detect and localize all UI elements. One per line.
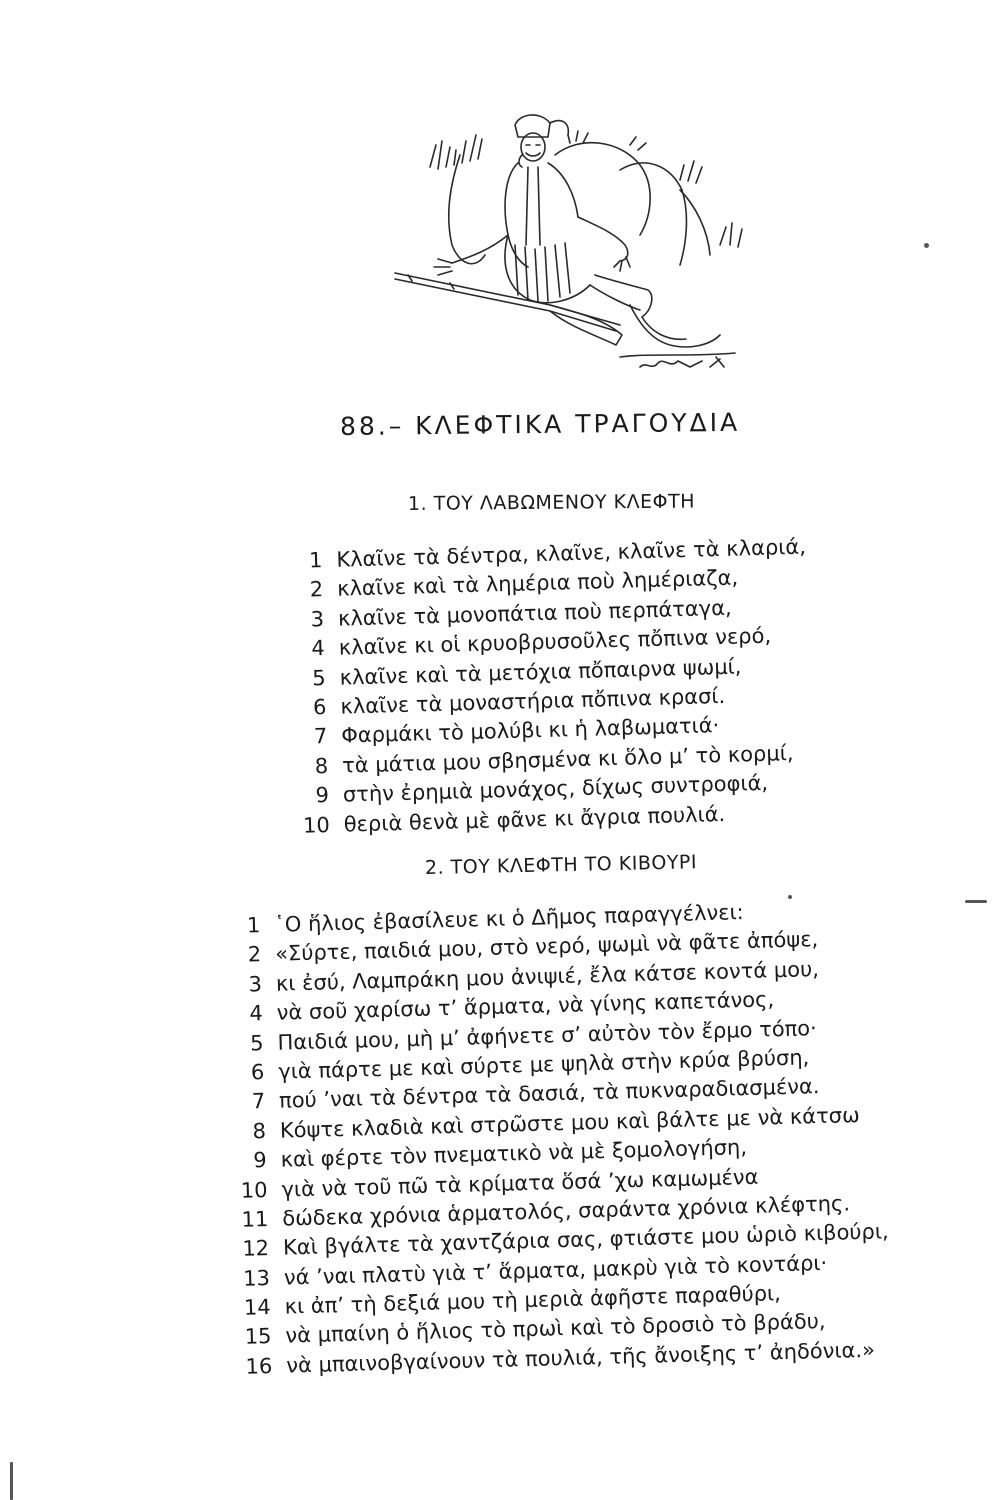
- line-number: 2: [309, 577, 324, 602]
- verse-text: νὰ σοῦ χαρίσω τ’ ἅρματα, νὰ γίνης καπετάνος,: [276, 987, 775, 1025]
- line-number: 9: [253, 1148, 268, 1173]
- line-number: 8: [252, 1118, 267, 1144]
- poem-1-verses: [290, 533, 814, 841]
- line-number: 6: [250, 1060, 265, 1085]
- verse-text: «Σύρτε, παιδιά μου, στὸ νερό, ψωμὶ νὰ φᾶτε ἀπόψε,: [274, 927, 819, 967]
- section-1-title: 1. ΤΟΥ ΛΑΒΩΜΕΝΟΥ ΚΛΕΦΤΗ: [407, 490, 696, 515]
- verse-text: κλαῖνε τὰ μονοπάτια ποὺ περπάταγα,: [337, 595, 732, 631]
- line-number: 6: [312, 695, 327, 720]
- verse-text: νὰ μπαινοβγαίνουν τὰ πουλιά, τῆς ἄνοιξης τ’ ἀηδόνια.»: [285, 1337, 876, 1378]
- poem-2-verses: [228, 894, 892, 1382]
- line-number: 11: [241, 1206, 269, 1232]
- line-number: 15: [244, 1324, 272, 1350]
- verse-text: Κλαῖνε τὰ δέντρα, κλαῖνε, κλαῖνε τὰ κλαριά,: [336, 534, 807, 572]
- line-number: 3: [310, 606, 325, 632]
- verse-text: ῾Ο ἥλιος ἐβασίλευε κι ὁ Δῆμος παραγγέλνει:: [274, 900, 745, 937]
- line-number: 10: [302, 812, 331, 838]
- line-number: 5: [311, 665, 326, 690]
- line-number: 4: [249, 1001, 264, 1026]
- line-number: 7: [313, 724, 328, 749]
- scan-speck: [10, 1462, 13, 1500]
- verse-text: κι ἀπ’ τὴ δεξιά μου τὴ μεριὰ ἀφῆστε παραθύρι,: [284, 1281, 782, 1319]
- line-number: 13: [242, 1265, 271, 1291]
- scan-speck: [924, 243, 929, 248]
- line-number: 4: [311, 636, 326, 661]
- verse-text: θεριὰ θενὰ μὲ φᾶνε κι ἄγρια πουλιά.: [343, 801, 726, 837]
- klephtis-drawing-icon: [390, 95, 770, 380]
- verse-text: πού ’ναι τὰ δέντρα τὰ δασιά, τὰ πυκναραδιασμένα.: [278, 1074, 820, 1114]
- verse-text: Φαρμάκι τὸ μολύβι κι ἡ λαβωματιά·: [340, 713, 720, 748]
- verse-text: νά ’ναι πλατὺ γιὰ τ’ ἅρματα, μακρὺ γιὰ τὸ κοντάρι·: [283, 1250, 828, 1290]
- section-2-title: 2. ΤΟΥ ΚΛΕΦΤΗ ΤΟ ΚΙΒΟΥΡΙ: [424, 851, 698, 879]
- verse-text: στὴν ἐρημιὰ μονάχος, δίχως συντροφιά,: [342, 770, 769, 807]
- verse-text: κλαῖνε καὶ τὰ μετόχια πὄπαιρνα ψωμί,: [339, 654, 742, 690]
- line-number: 16: [245, 1353, 273, 1379]
- line-number: 1: [246, 913, 261, 938]
- verse-text: δώδεκα χρόνια ἁρματολός, σαράντα χρόνια κλέφτης.: [281, 1191, 851, 1231]
- verse-text: κλαῖνε κι οἱ κρυοβρυσοῦλες πὄπινα νερό,: [338, 623, 772, 660]
- verse-text: νὰ μπαίνη ὁ ἥλιος τὸ πρωὶ καὶ τὸ δροσιὸ τὸ βράδυ,: [285, 1309, 826, 1349]
- verse-text: κι ἐσύ, Λαμπράκη μου ἀνιψιέ, ἔλα κάτσε κοντά μου,: [275, 956, 820, 996]
- line-number: 14: [243, 1295, 272, 1320]
- line-number: 2: [247, 942, 262, 967]
- verse-text: Παιδιά μου, μὴ μ’ ἀφήνετε σ’ αὐτὸν τὸν ἔρμο τόπο·: [277, 1015, 818, 1055]
- line-number: 8: [314, 753, 329, 779]
- verse-text: κλαῖνε τὰ μοναστήρια πὄπινα κρασί.: [340, 683, 726, 719]
- verse-text: γιὰ πάρτε με καὶ σύρτε με ψηλὰ στὴν κρύα βρύση,: [278, 1045, 810, 1084]
- scan-speck: [965, 900, 987, 903]
- verse-text: γιὰ νὰ τοῦ πῶ τὰ κρίματα ὅσά ’χω καμωμένα: [281, 1164, 759, 1202]
- line-number: 1: [308, 548, 323, 573]
- line-number: 5: [249, 1030, 264, 1056]
- chapter-title: 88.– ΚΛΕΦΤΙΚΑ ΤΡΑΓΟΥΔΙΑ: [339, 407, 741, 441]
- verse-text: τὰ μάτια μου σβησμένα κι ὅλο μ’ τὸ κορμί,: [341, 740, 794, 778]
- line-number: 9: [315, 783, 330, 808]
- line-number: 10: [240, 1177, 268, 1203]
- line-number: 3: [248, 971, 263, 997]
- scan-speck: [788, 895, 792, 899]
- verse-text: κλαῖνε καὶ τὰ λημέρια ποὺ λημέριαζα,: [336, 565, 739, 602]
- line-number: 12: [242, 1236, 270, 1262]
- line-number: 7: [251, 1089, 266, 1114]
- verse-text: Καὶ βγάλτε τὰ χαντζάρια σας, φτιάστε μου ὡριὸ κιβούρι,: [282, 1219, 889, 1260]
- verse-text: καὶ φέρτε τὸν πνεματικὸ νὰ μὲ ξομολογήση,: [280, 1135, 748, 1172]
- verse-text: Κόψτε κλαδιὰ καὶ στρῶστε μου καὶ βάλτε με νὰ κάτσω: [279, 1102, 860, 1143]
